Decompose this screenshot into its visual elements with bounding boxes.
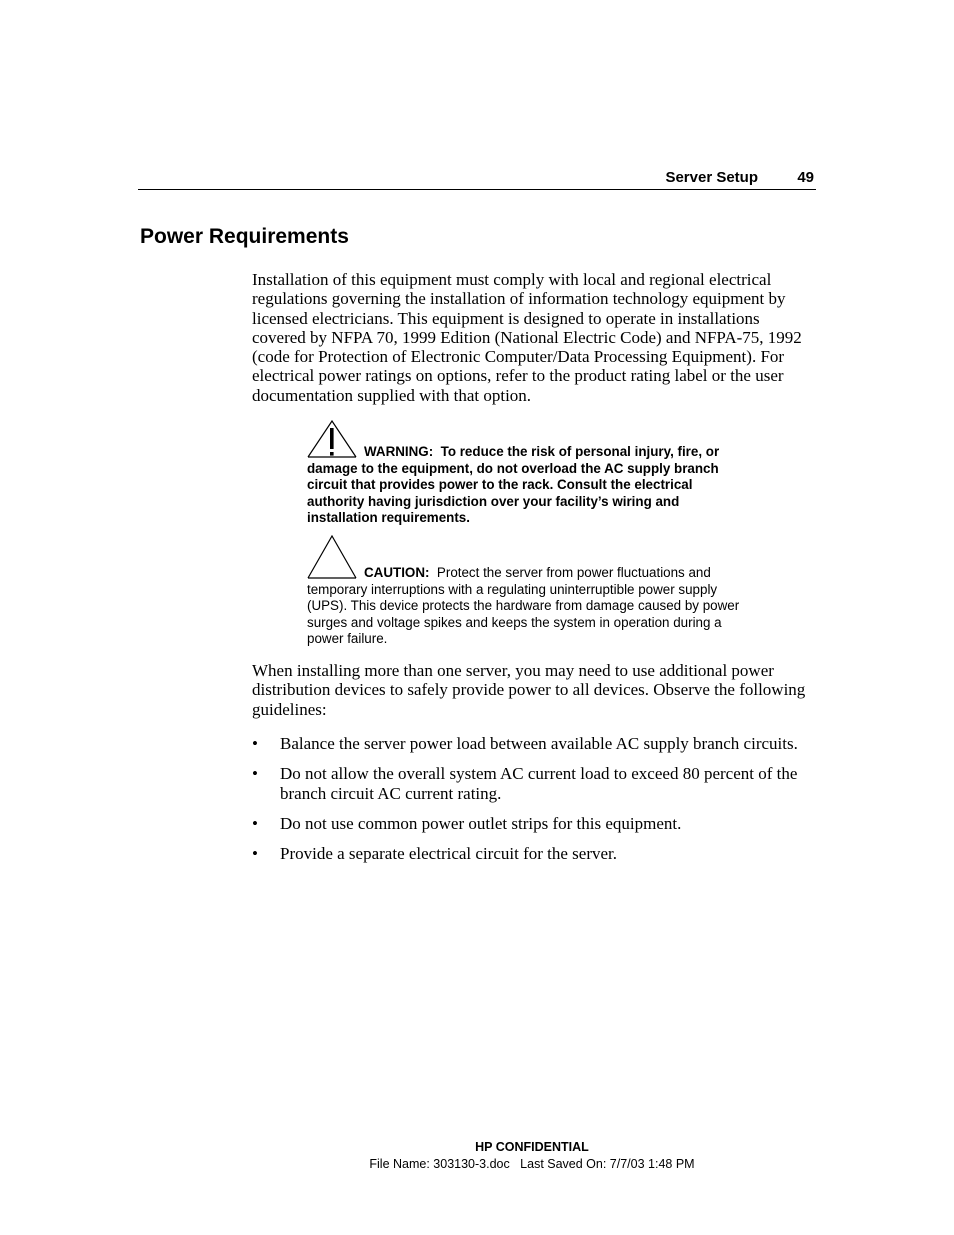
warning-body: To reduce the risk of personal injury, fire, or damage to the equipment, do not overload the AC supply branch circuit that provides power to the rack. Consult the electrical authority having jurisdiction over your facility’s wiring and installation requirements.	[307, 444, 720, 525]
caution-label: CAUTION:	[364, 565, 430, 580]
page-title: Power Requirements	[140, 225, 349, 248]
list-item-text: Do not use common power outlet strips for this equipment.	[280, 813, 682, 833]
warning-label: WARNING:	[364, 444, 434, 459]
list-item	[252, 814, 817, 833]
list-item-text: Balance the server power load between available AC supply branch circuits.	[280, 734, 798, 753]
warning-icon	[307, 420, 357, 465]
bullet-icon: •	[252, 734, 258, 753]
warning-text	[307, 420, 747, 527]
list-item	[252, 734, 817, 753]
bullet-icon: •	[252, 844, 258, 864]
bullet-icon: •	[252, 813, 258, 833]
guidelines-list	[252, 734, 817, 874]
caution-icon	[307, 535, 357, 585]
caution-notice	[307, 535, 747, 648]
list-item-text: Provide a separate electrical circuit for the server.	[280, 844, 617, 864]
caution-text	[307, 535, 747, 648]
page-number: 49	[797, 169, 814, 186]
header-section-title: Server Setup	[665, 169, 758, 186]
warning-notice	[307, 420, 747, 527]
intro-paragraph: Installation of this equipment must comply with local and regional electrical regulations governing the installation of information technology equipment by licensed electricians. This equipment is designed to operate in installations covered by NFPA 70, 1999 Edition (National Electric Code) and NFPA-75, 1992 (code for Protection of Electronic Computer/Data Processing Equipment). For electrical power ratings on options, refer to the product rating label or the user documentation supplied with that option.	[252, 270, 802, 405]
guidelines-intro-paragraph: When installing more than one server, you may need to use additional power distribution devices to safely provide power to all devices. Observe the following guidelines:	[252, 661, 806, 719]
confidential-label: HP CONFIDENTIAL	[475, 1140, 589, 1154]
list-item-text: Do not allow the overall system AC current load to exceed 80 percent of the branch circuit AC current rating.	[280, 764, 798, 803]
list-item	[252, 844, 817, 863]
file-info: File Name: 303130-3.doc Last Saved On: 7/7/03 1:48 PM	[369, 1157, 695, 1171]
bullet-icon: •	[252, 764, 258, 784]
running-header	[138, 168, 816, 190]
caution-body: Protect the server from power fluctuations and temporary interruptions with a regulating uninterruptible power supply (UPS). This device protects the hardware from damage caused by power surges and voltage spikes and keeps the system in operation during a power failure.	[307, 565, 740, 646]
list-item	[252, 764, 817, 803]
